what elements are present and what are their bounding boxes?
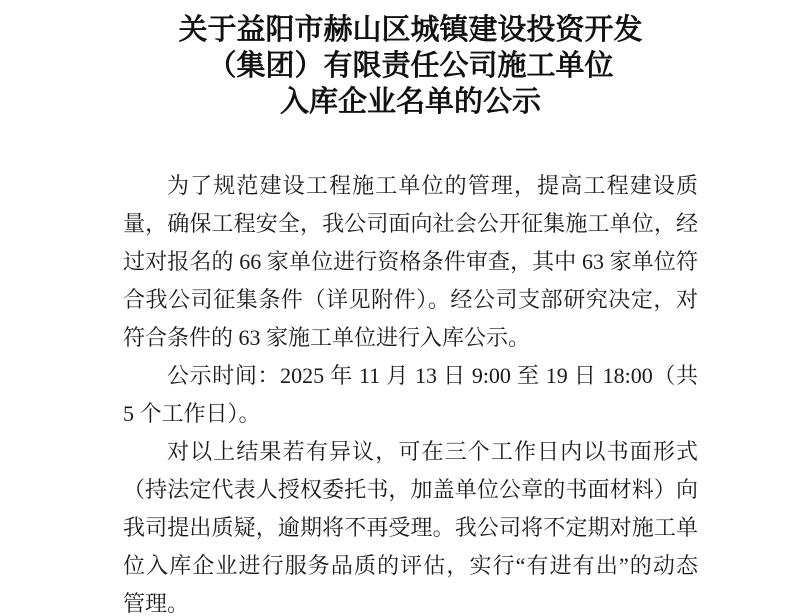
body-line: 我司提出质疑，逾期将不再受理。我公司将不定期对施工单	[123, 515, 698, 540]
body-line: 管理。	[123, 591, 190, 616]
body-line: 位入库企业进行服务品质的评估，实行“有进有出”的动态	[123, 553, 698, 578]
body-line: 过对报名的 66 家单位进行资格条件审查，其中 63 家单位符	[123, 249, 698, 274]
body-line: 合我公司征集条件（详见附件）。经公司支部研究决定，对	[123, 287, 698, 312]
body-line: 为了规范建设工程施工单位的管理，提高工程建设质	[167, 173, 698, 198]
title-line: （集团）有限责任公司施工单位	[207, 50, 614, 82]
body-line: 5 个工作日）。	[123, 401, 261, 426]
title-line: 关于益阳市赫山区城镇建设投资开发	[178, 14, 643, 46]
body-line: 公示时间：2025 年 11 月 13 日 9:00 至 19 日 18:00（共	[167, 363, 698, 388]
document-title	[123, 12, 698, 120]
body-line: 符合条件的 63 家施工单位进行入库公示。	[123, 325, 531, 350]
body-line: 对以上结果若有异议，可在三个工作日内以书面形式	[167, 439, 698, 464]
document-body	[123, 167, 698, 616]
title-line: 入库企业名单的公示	[279, 86, 541, 118]
body-line: 量，确保工程安全，我公司面向社会公开征集施工单位，经	[123, 211, 698, 236]
body-line: （持法定代表人授权委托书，加盖单位公章的书面材料）向	[123, 477, 698, 502]
